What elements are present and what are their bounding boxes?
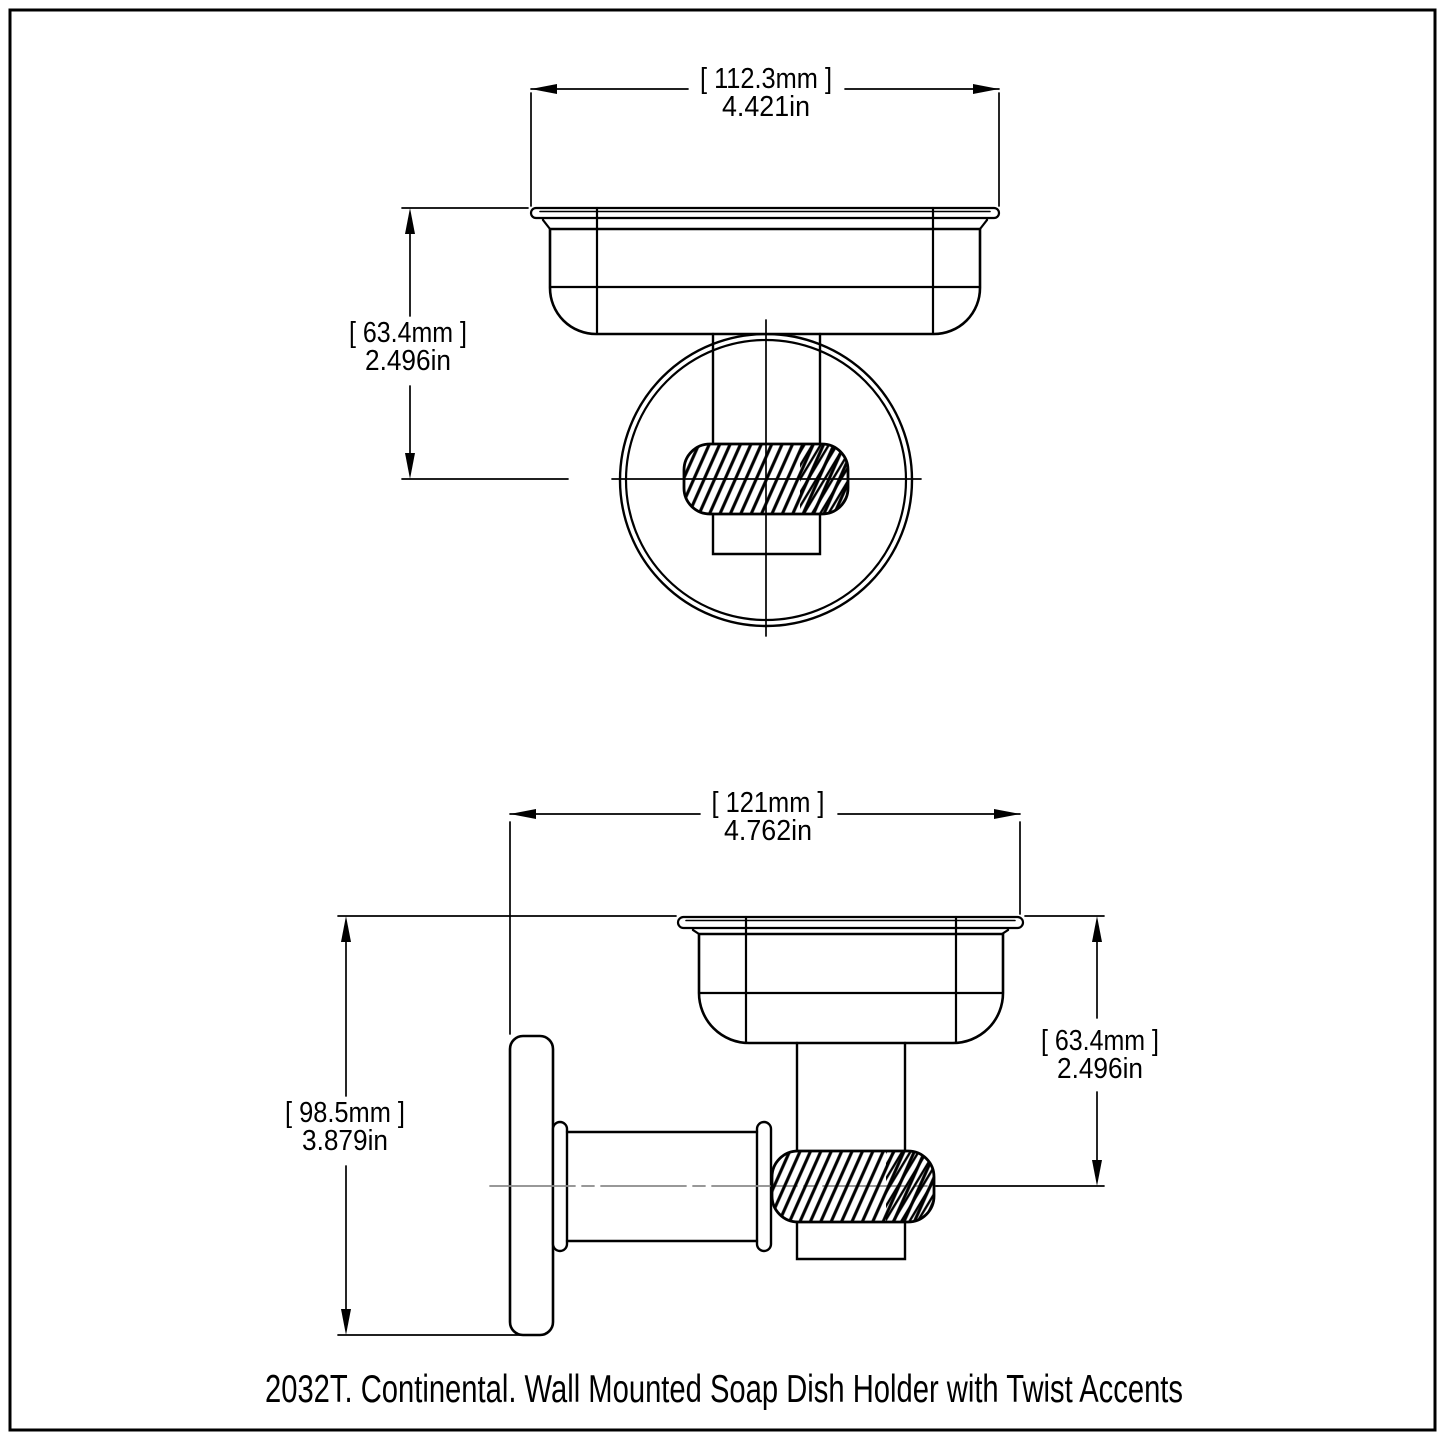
front-dish-body: [550, 229, 980, 334]
side-dish-body: [699, 934, 1003, 1043]
side-dish-rim: [678, 917, 1023, 928]
side-dish-height-mm-label: [ 63.4mm ]: [1041, 1025, 1159, 1057]
front-height-mm-label: [ 63.4mm ]: [349, 317, 467, 349]
side-depth-in-label: 4.762in: [724, 815, 812, 847]
drawing-caption: 2032T. Continental. Wall Mounted Soap Dish Holder with Twist Accents: [265, 1368, 1183, 1411]
front-width-mm-label: [ 112.3mm ]: [700, 63, 832, 95]
front-dish-rim: [531, 208, 999, 218]
front-twist-accent: [680, 440, 852, 518]
side-dish-height-in-label: 2.496in: [1057, 1053, 1143, 1085]
side-total-height-mm-label: [ 98.5mm ]: [285, 1097, 405, 1129]
front-height-in-label: 2.496in: [365, 345, 451, 377]
side-twist-accent: [768, 1147, 938, 1226]
side-depth-mm-label: [ 121mm ]: [711, 787, 825, 819]
side-total-height-in-label: 3.879in: [302, 1125, 388, 1157]
front-width-in-label: 4.421in: [722, 91, 810, 123]
